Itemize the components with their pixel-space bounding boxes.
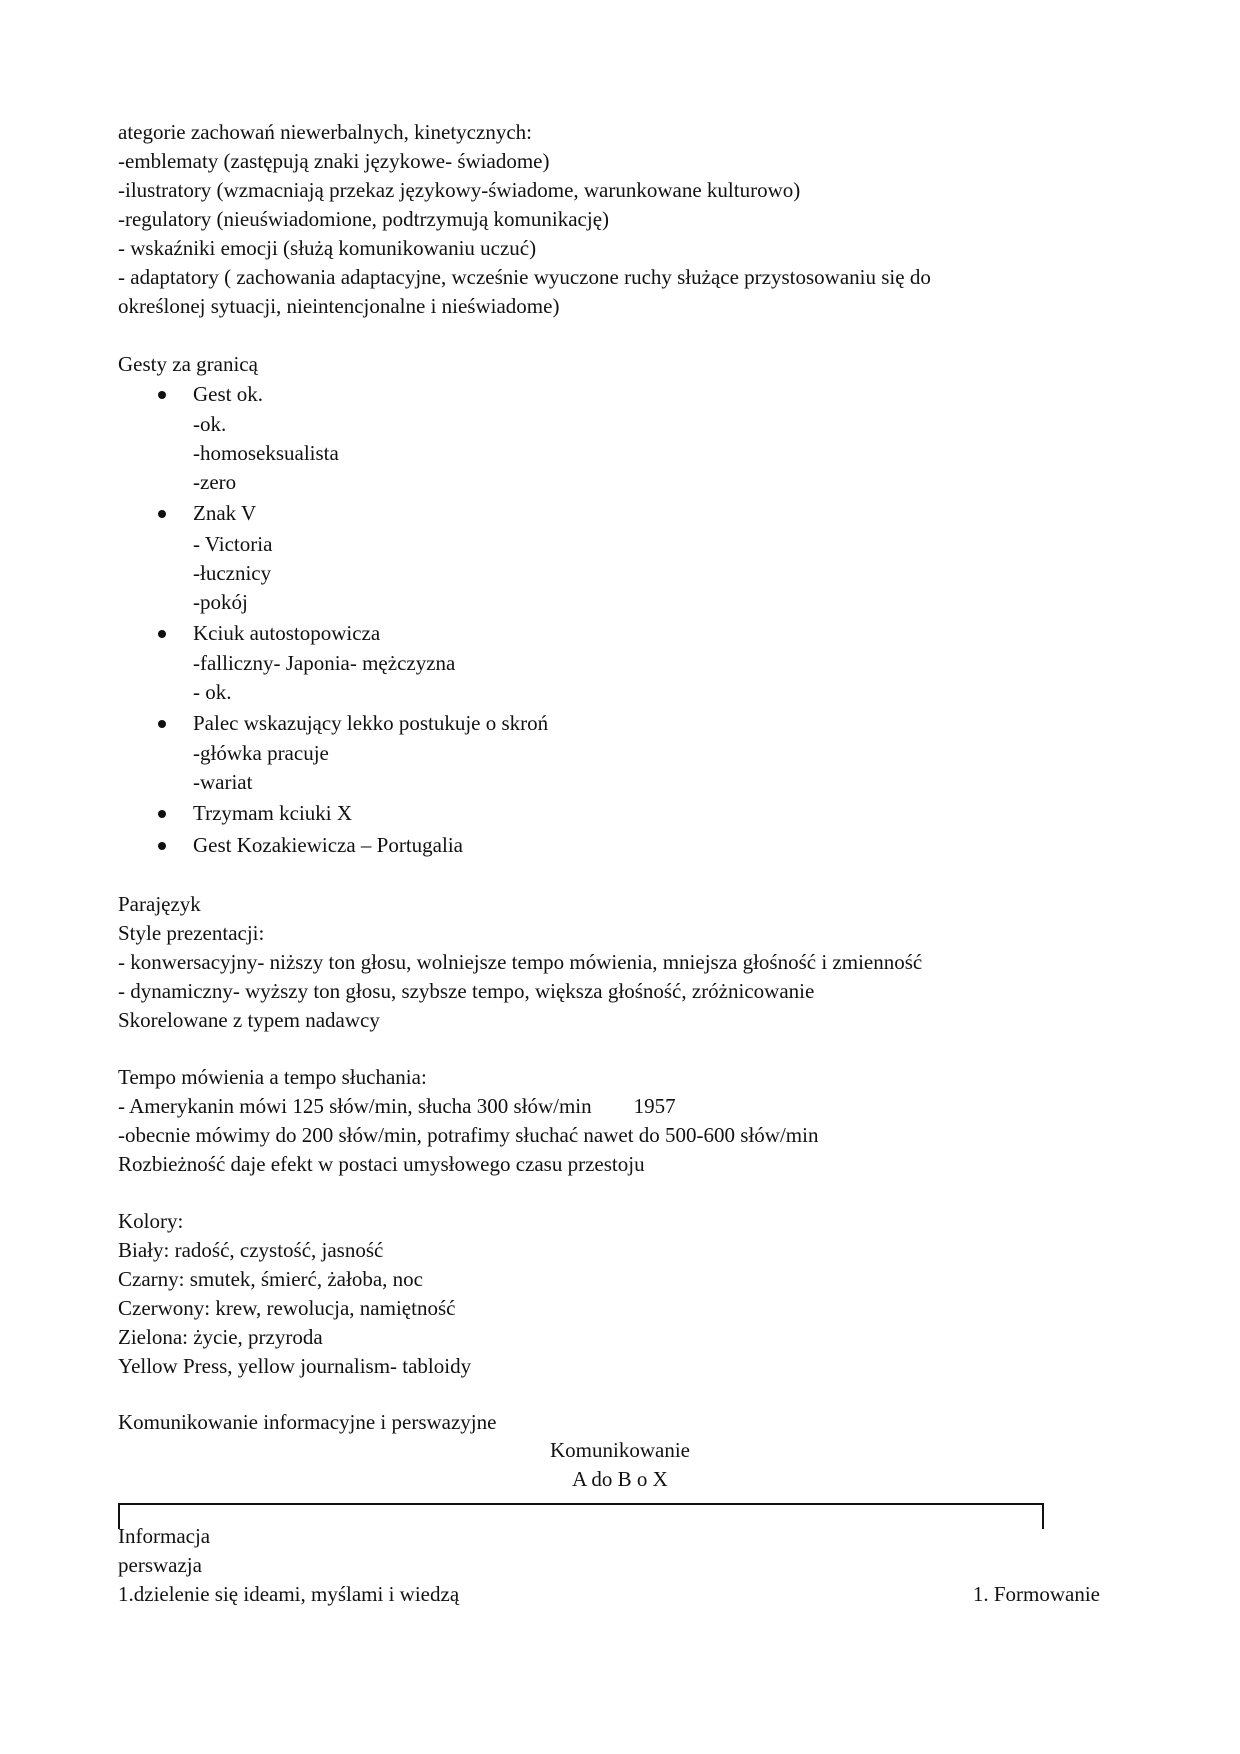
tempo-line: - Amerykanin mówi 125 słów/min, słucha 300 słów/min 1957 (118, 1094, 676, 1118)
gesture-sub: -wariat (193, 770, 253, 794)
gesture-item-kozakiewicz (193, 831, 463, 859)
colors-heading: Kolory: (118, 1209, 184, 1233)
intro-heading: ategorie zachowań niewerbalnych, kinetycznych: (118, 120, 532, 144)
gesture-item-ok (193, 380, 263, 408)
tempo-line: Rozbieżność daje efekt w postaci umysłowego czasu przestoju (118, 1152, 645, 1176)
gesture-label: Trzymam kciuki X (193, 801, 353, 825)
gesture-sub: - ok. (193, 680, 232, 704)
intro-line-wskazniki: - wskaźniki emocji (służą komunikowaniu uczuć) (118, 236, 537, 260)
gesture-item-palec (193, 709, 548, 737)
colors-line: Czarny: smutek, śmierć, żałoba, noc (118, 1267, 423, 1291)
gestures-heading: Gesty za granicą (118, 352, 258, 376)
gesture-sub: -falliczny- Japonia- mężczyzna (193, 651, 456, 675)
gesture-label: Palec wskazujący lekko postukuje o skroń (193, 711, 549, 735)
communication-label-perswazja: perswazja (118, 1553, 202, 1577)
gesture-sub: -główka pracuje (193, 741, 329, 765)
gesture-sub: -łucznicy (193, 561, 272, 585)
gesture-sub: -pokój (193, 590, 248, 614)
paralanguage-line: Skorelowane z typem nadawcy (118, 1008, 380, 1032)
paralanguage-heading: Parajęzyk (118, 892, 201, 916)
colors-line: Biały: radość, czystość, jasność (118, 1238, 384, 1262)
colors-line: Yellow Press, yellow journalism- tabloidy (118, 1354, 472, 1378)
paralanguage-line: - dynamiczny- wyższy ton głosu, szybsze tempo, większa głośność, zróżnicowanie (118, 979, 815, 1003)
gesture-item-kciuki (193, 799, 352, 827)
intro-line-ilustratory: -ilustratory (wzmacniają przekaz językowy-świadome, warunkowane kulturowo) (118, 178, 801, 202)
tempo-heading: Tempo mówienia a tempo słuchania: (118, 1065, 427, 1089)
gesture-item-kciuk (193, 619, 380, 647)
paralanguage-line: - konwersacyjny- niższy ton głosu, wolniejsze tempo mówienia, mniejsza głośność i zmienność (118, 950, 923, 974)
gesture-sub: -ok. (193, 412, 227, 436)
communication-left-point: 1.dzielenie się ideami, myślami i wiedzą (118, 1582, 460, 1606)
communication-heading: Komunikowanie informacyjne i perswazyjne (118, 1410, 497, 1434)
intro-line-regulatory: -regulatory (nieuświadomione, podtrzymują komunikację) (118, 207, 610, 231)
intro-line-adaptatory: - adaptatory ( zachowania adaptacyjne, wcześnie wyuczone ruchy służące przystosowaniu się do (118, 265, 931, 289)
intro-line-emblematy: -emblematy (zastępują znaki językowe- świadome) (118, 149, 550, 173)
gesture-item-v (193, 499, 256, 527)
gesture-sub: -homoseksualista (193, 441, 339, 465)
gesture-label: Kciuk autostopowicza (193, 621, 381, 645)
diagram-bracket (118, 1503, 1044, 1529)
communication-label-informacja: Informacja (118, 1524, 211, 1548)
paralanguage-line: Style prezentacji: (118, 921, 265, 945)
colors-line: Zielona: życie, przyroda (118, 1325, 323, 1349)
bullet-icon (158, 391, 166, 399)
bullet-icon (158, 842, 166, 850)
intro-line-adaptatory-cont: określonej sytuacji, nieintencjonalne i nieświadome) (118, 294, 560, 318)
colors-line: Czerwony: krew, rewolucja, namiętność (118, 1296, 456, 1320)
communication-center-sub: A do B o X (572, 1467, 668, 1491)
gesture-label: Gest Kozakiewicza – Portugalia (193, 833, 463, 857)
bullet-icon (158, 720, 166, 728)
tempo-line: -obecnie mówimy do 200 słów/min, potrafimy słuchać nawet do 500-600 słów/min (118, 1123, 819, 1147)
gesture-label: Znak V (193, 501, 257, 525)
bullet-icon (158, 630, 166, 638)
communication-right-point: 1. Formowanie (972, 1582, 1100, 1606)
gesture-sub: - Victoria (193, 532, 273, 556)
gesture-label: Gest ok. (193, 382, 263, 406)
bullet-icon (158, 810, 166, 818)
gesture-sub: -zero (193, 470, 237, 494)
communication-center-title: Komunikowanie (550, 1438, 690, 1462)
bullet-icon (158, 510, 166, 518)
